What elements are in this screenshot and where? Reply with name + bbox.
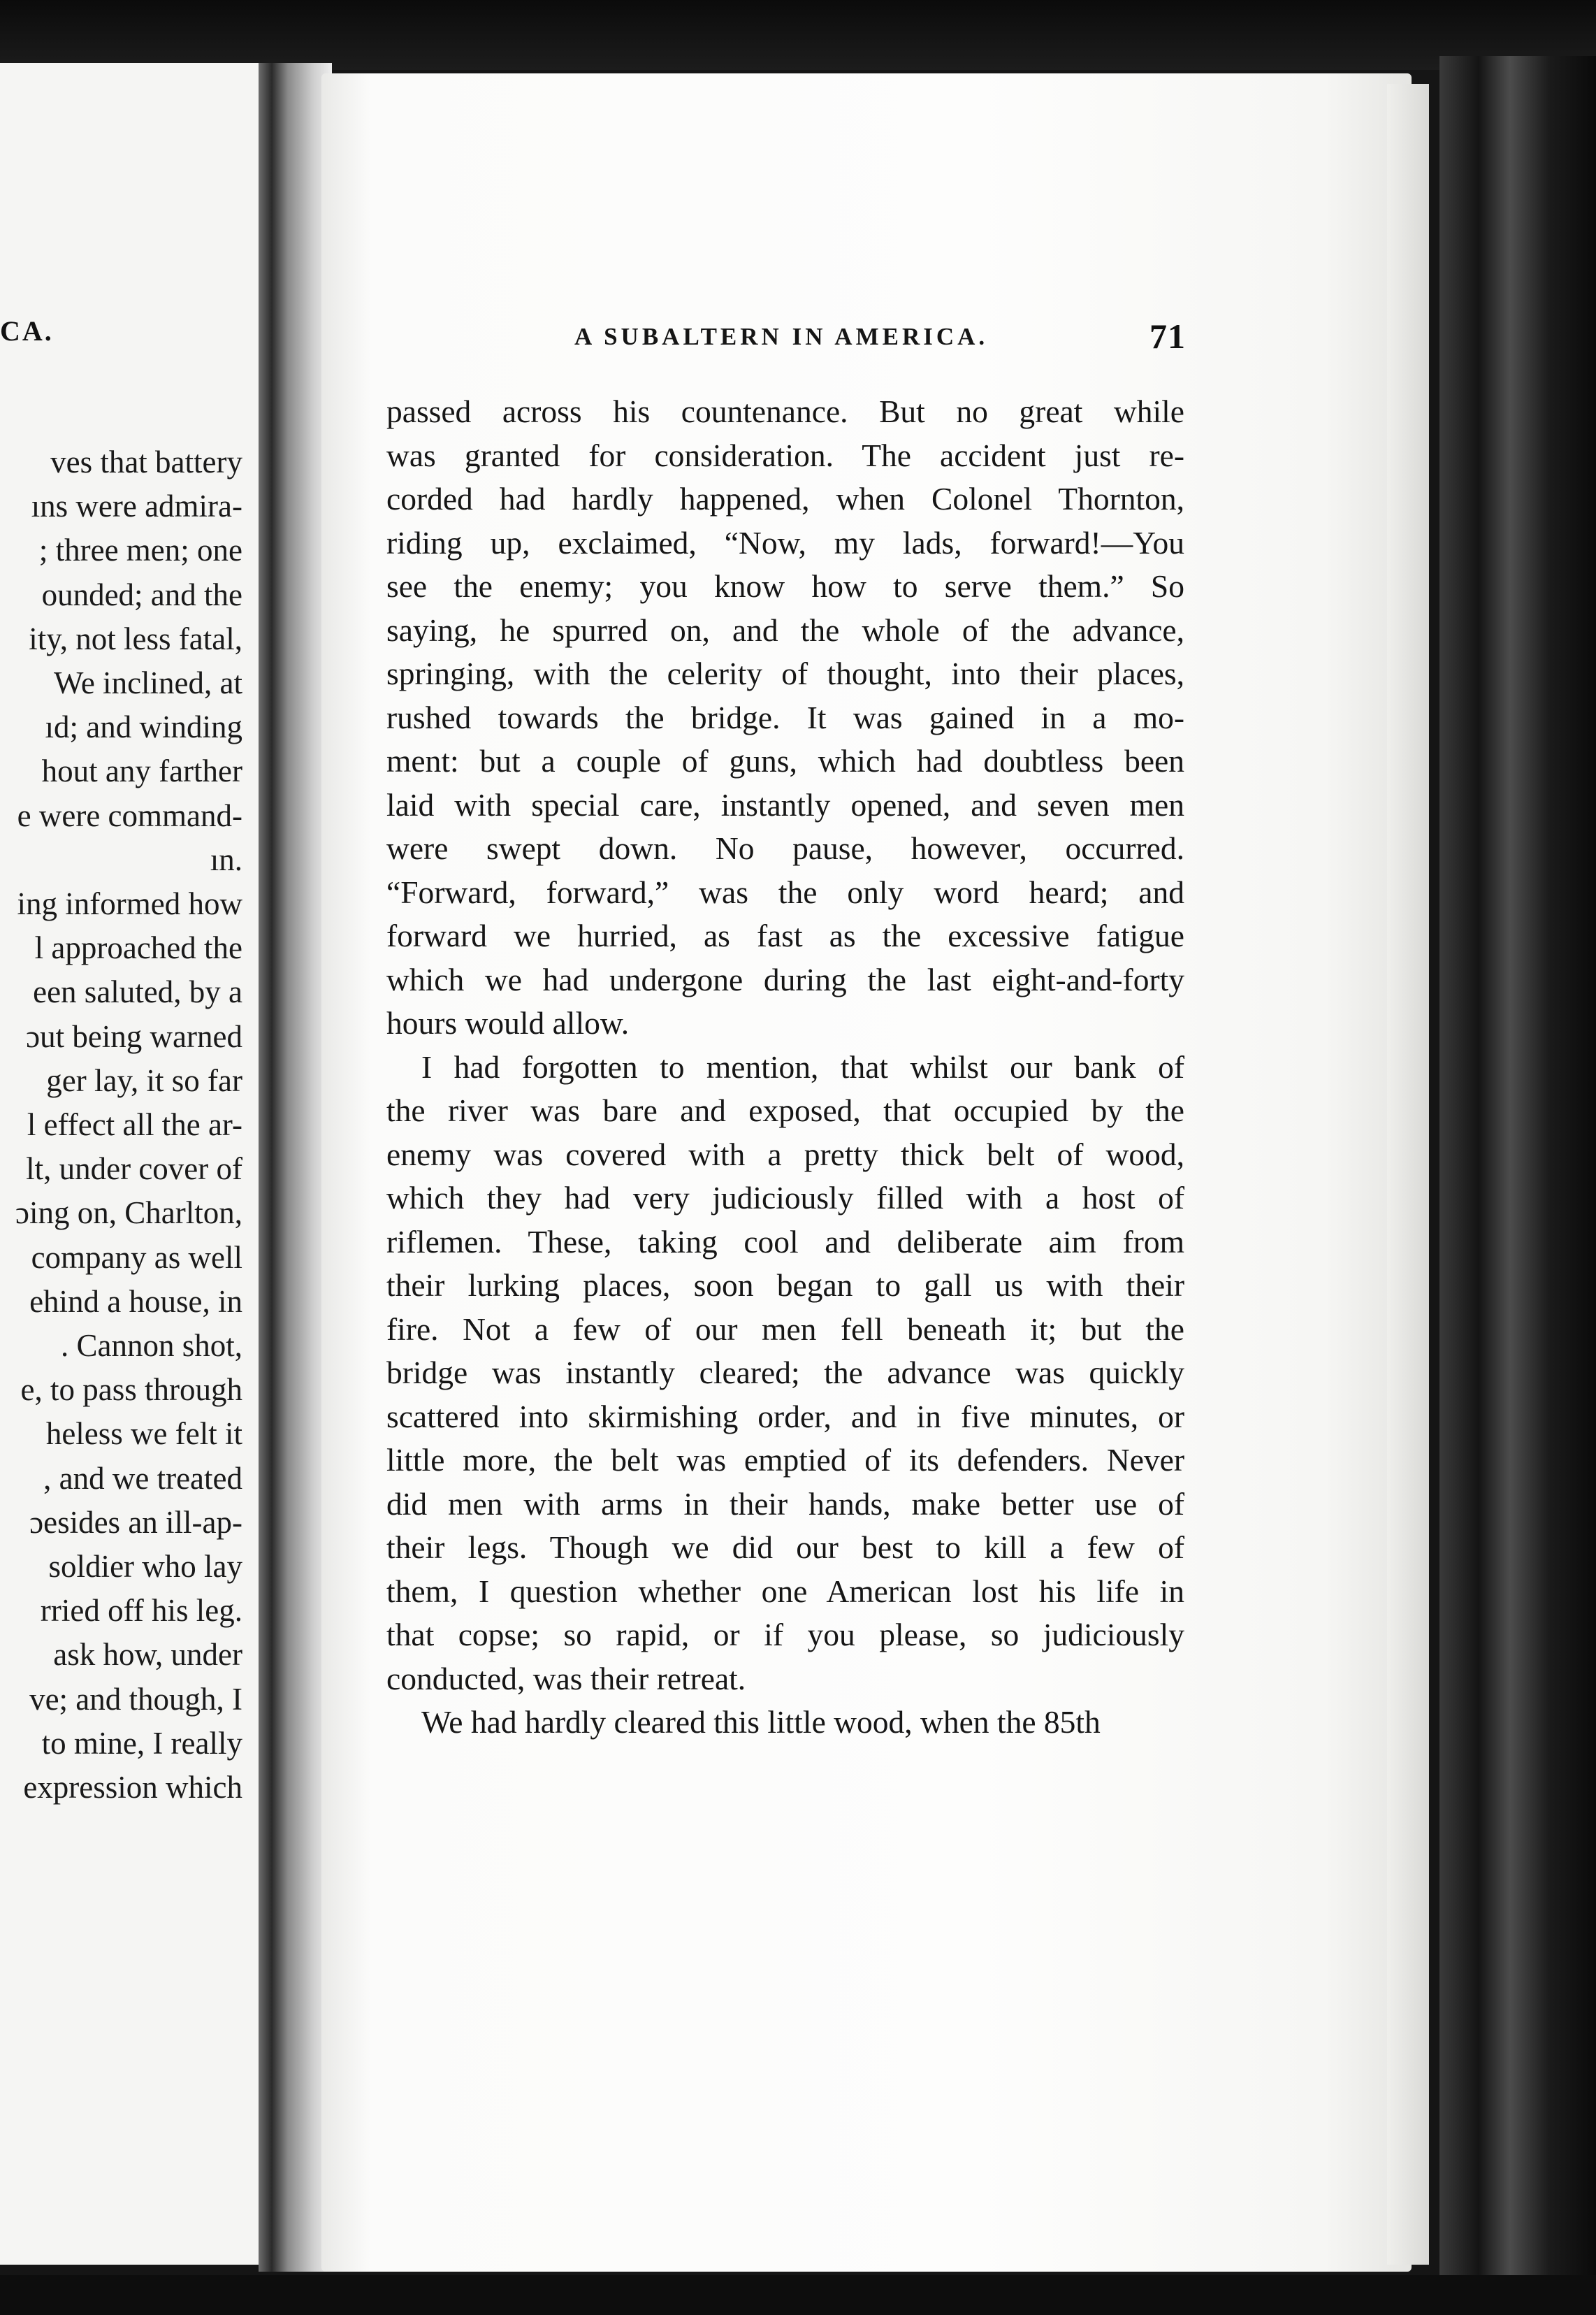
text-line: which they had very judiciously filled with a host of — [386, 1180, 1184, 1216]
text-line: them, I question whether one American lost his life in — [386, 1573, 1184, 1609]
text-line: ing informed how — [17, 886, 242, 922]
text-line: ounded; and the — [41, 577, 242, 612]
text-line: enemy was covered with a pretty thick belt of wood, — [386, 1136, 1184, 1172]
text-line: e were command- — [17, 798, 242, 833]
text-line: their legs. Though we did our best to kill a few of — [386, 1529, 1184, 1565]
text-line: I had forgotten to mention, that whilst our bank of — [421, 1048, 1184, 1085]
text-line: hout any farther — [41, 753, 242, 789]
text-line: , and we treated — [43, 1460, 242, 1496]
text-line: ask how, under — [53, 1637, 242, 1673]
text-line: saying, he spurred on, and the whole of the advance, — [386, 612, 1184, 648]
text-line: ; three men; one — [38, 533, 242, 568]
text-line: that copse; so rapid, or if you please, so judiciously — [386, 1617, 1184, 1652]
text-line: We inclined, at — [53, 665, 242, 701]
text-line: company as well — [31, 1239, 242, 1275]
text-line: did men with arms in their hands, make better use of — [386, 1485, 1184, 1522]
text-line: conducted, was their retreat. — [386, 1660, 746, 1696]
left-running-head: CA. — [0, 315, 54, 347]
text-line: forward we hurried, as fast as the excessive fatigue — [386, 918, 1184, 953]
text-line: ɔing on, Charlton, — [15, 1195, 242, 1231]
text-line: was granted for consideration. The accident just re- — [386, 437, 1184, 473]
text-line: ity, not less fatal, — [29, 621, 242, 656]
scan-background-bottom — [0, 2275, 1596, 2315]
text-line: rushed towards the bridge. It was gained in a mo- — [386, 699, 1184, 735]
text-line: e, to pass through — [20, 1372, 242, 1408]
text-line: een saluted, by a — [33, 974, 242, 1010]
scan-background-top — [0, 0, 1596, 70]
text-line: heless we felt it — [45, 1416, 242, 1452]
text-line: ger lay, it so far — [46, 1062, 242, 1098]
text-line: passed across his countenance. But no great while — [386, 394, 1184, 429]
text-line: see the enemy; you know how to serve them.” So — [386, 568, 1184, 604]
text-line: riding up, exclaimed, “Now, my lads, forward!—You — [386, 524, 1184, 561]
text-line: expression which — [23, 1770, 242, 1805]
text-line: ve; and though, I — [29, 1681, 242, 1717]
text-line: rried off his leg. — [40, 1593, 242, 1629]
text-line: lt, under cover of — [26, 1151, 242, 1187]
text-line: little more, the belt was emptied of its defenders. Never — [386, 1442, 1184, 1478]
text-line: ın. — [210, 842, 242, 877]
text-line: scattered into skirmishing order, and in five minutes, or — [386, 1398, 1184, 1434]
text-line: ɔesides an ill-ap- — [29, 1504, 242, 1540]
text-line: riflemen. These, taking cool and deliberate aim from — [386, 1223, 1184, 1260]
text-line: ment: but a couple of guns, which had doubtless been — [386, 743, 1184, 779]
text-line: hours would allow. — [386, 1005, 630, 1041]
text-line: ıns were admira- — [31, 489, 242, 524]
text-line: their lurking places, soon began to gall us with their — [386, 1267, 1184, 1303]
text-line: were swept down. No pause, however, occurred. — [386, 830, 1184, 866]
body-text — [386, 390, 1184, 1745]
text-line: ɔut being warned — [26, 1018, 242, 1054]
text-line: “Forward, forward,” was the only word heard; and — [386, 874, 1184, 910]
text-line: laid with special care, instantly opened, and seven men — [386, 786, 1184, 823]
text-line: fire. Not a few of our men fell beneath it; but the — [386, 1311, 1184, 1347]
text-line: We had hardly cleared this little wood, when the 85th — [421, 1704, 1101, 1740]
text-line: corded had hardly happened, when Colonel Thornton, — [386, 481, 1184, 517]
text-line: . Cannon shot, — [60, 1328, 242, 1364]
left-page-text — [0, 440, 242, 1810]
text-line: the river was bare and exposed, that occupied by the — [386, 1092, 1184, 1128]
text-line: bridge was instantly cleared; the advance was quickly — [386, 1355, 1184, 1390]
text-line: soldier who lay — [48, 1549, 242, 1585]
text-line: ves that battery — [50, 445, 242, 479]
book-page-edges — [1439, 56, 1596, 2275]
text-line: springing, with the celerity of thought, into their places, — [386, 656, 1184, 691]
text-line: which we had undergone during the last eight-and-forty — [386, 961, 1184, 997]
text-line: l effect all the ar- — [27, 1107, 242, 1143]
text-line: l approached the — [34, 930, 242, 966]
left-page — [0, 63, 276, 2265]
text-line: to mine, I really — [41, 1725, 242, 1761]
page-number: 71 — [1149, 317, 1186, 356]
right-page-fore-edge — [1387, 84, 1429, 2265]
running-head: A SUBALTERN IN AMERICA. — [574, 323, 989, 350]
text-line: ıd; and winding — [45, 709, 242, 745]
text-line: ehind a house, in — [29, 1283, 242, 1319]
